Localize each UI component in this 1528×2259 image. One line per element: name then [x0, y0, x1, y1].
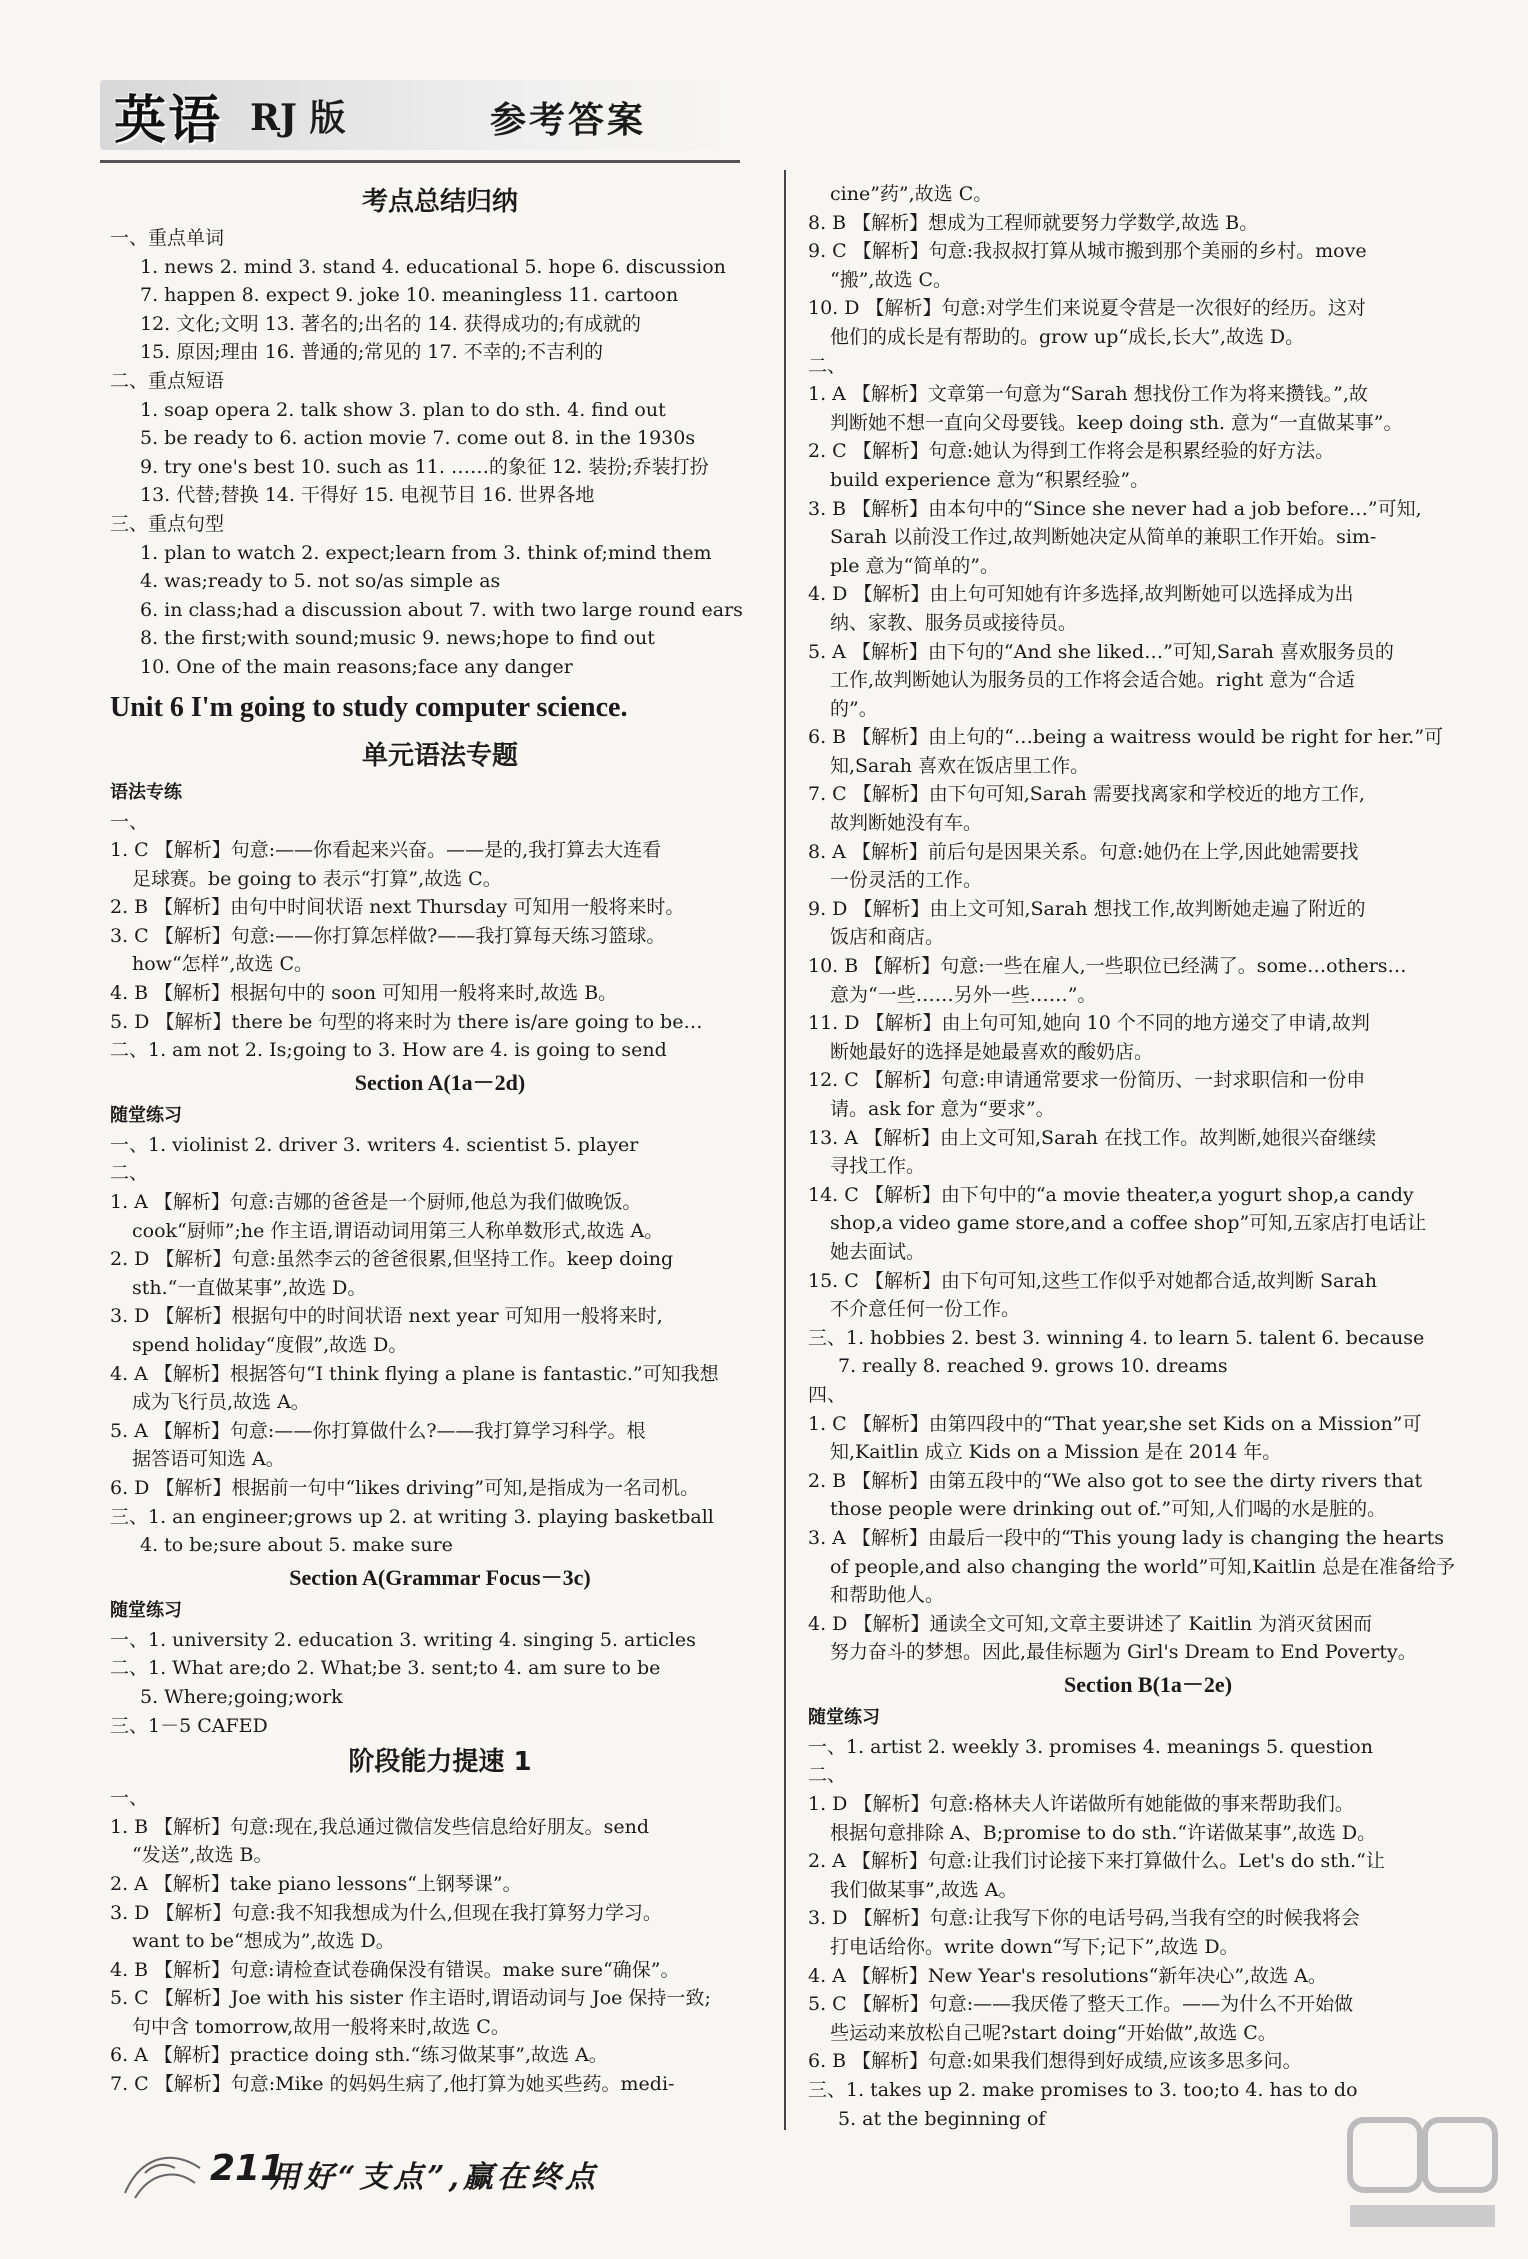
- answer-line: 她去面试。: [830, 1240, 926, 1263]
- answer-line: 10. D 【解析】句意:对学生们来说夏令营是一次很好的经历。这对: [808, 297, 1366, 320]
- decorative-swirl-icon: [120, 2138, 210, 2208]
- answer-line: 根据句意排除 A、B;promise to do sth.“许诺做某事”,故选 D。: [830, 1821, 1377, 1844]
- answer-line: 成为飞行员,故选 A。: [132, 1391, 310, 1414]
- answer-line: 些运动来放松自己呢?start doing“开始做”,故选 C。: [830, 2021, 1277, 2044]
- answer-line: 二、: [808, 354, 847, 377]
- answer-line: 2. B 【解析】由句中时间状语 next Thursday 可知用一般将来时。: [110, 896, 685, 919]
- answer-line: 2. A 【解析】句意:让我们讨论接下来打算做什么。Let's do sth.“让: [808, 1850, 1385, 1873]
- answer-line: want to be“想成为”,故选 D。: [132, 1930, 395, 1953]
- answer-line: 判断她不想一直向父母要钱。keep doing sth. 意为“一直做某事”。: [830, 411, 1403, 434]
- answer-line: 1. plan to watch 2. expect;learn from 3. think of;mind them: [140, 541, 712, 564]
- section-heading: 单元语法专题: [361, 740, 518, 771]
- answer-line: 7. C 【解析】句意:Mike 的妈妈生病了,他打算为她买些药。medi-: [110, 2073, 675, 2096]
- answer-line: 1. C 【解析】由第四段中的“That year,she set Kids on a Mission”可: [808, 1412, 1422, 1435]
- answer-line: those people were drinking out of.”可知,人们喝的水是脏的。: [830, 1498, 1387, 1521]
- answer-line: 打电话给你。write down“写下;记下”,故选 D。: [830, 1936, 1239, 1959]
- answer-line: 14. C 【解析】由下句中的“a movie theater,a yogurt shop,a candy: [808, 1183, 1414, 1206]
- answer-line: 4. A 【解析】根据答句“I think flying a plane is fantastic.”可知我想: [110, 1362, 719, 1385]
- answer-line: 三、1. hobbies 2. best 3. winning 4. to learn 5. talent 6. because: [808, 1326, 1425, 1349]
- answer-line: 4. D 【解析】由上句可知她有许多选择,故判断她可以选择成为出: [808, 583, 1354, 606]
- answer-line: 二、1. am not 2. Is;going to 3. How are 4. is going to send: [110, 1039, 667, 1062]
- answer-line: 5. A 【解析】由下句的“And she liked…”可知,Sarah 喜欢服务员的: [808, 640, 1394, 663]
- answer-line: 故判断她没有车。: [830, 812, 983, 835]
- answer-line: 6. D 【解析】根据前一句中“likes driving”可知,是指成为一名司机。: [110, 1476, 700, 1499]
- answer-line: 10. B 【解析】句意:一些在雇人,一些职位已经满了。some…others…: [808, 955, 1407, 978]
- answer-line: of people,and also changing the world”可知,Kaitlin 总是在准备给予: [830, 1555, 1455, 1578]
- answer-line: 5. C 【解析】句意:——我厌倦了整天工作。——为什么不开始做: [808, 1993, 1354, 2016]
- answer-line: 一、: [110, 1787, 149, 1810]
- answer-line: 7. happen 8. expect 9. joke 10. meaningless 11. cartoon: [140, 284, 679, 307]
- answer-line: 6. B 【解析】句意:如果我们想得到好成绩,应该多思多问。: [808, 2050, 1302, 2073]
- answer-line: 6. B 【解析】由上句的“…being a waitress would be right for her.”可: [808, 726, 1444, 749]
- answer-line: 二、重点短语: [110, 369, 225, 392]
- answer-line: 一、: [110, 810, 149, 833]
- answer-line: 9. D 【解析】由上文可知,Sarah 想找工作,故判断她走遍了附近的: [808, 897, 1366, 920]
- answer-line: 2. B 【解析】由第五段中的“We also got to see the dirty rivers that: [808, 1469, 1423, 1492]
- answer-line: 4. B 【解析】句意:请检查试卷确保没有错误。make sure“确保”。: [110, 1958, 680, 1981]
- answer-line: 饭店和商店。: [830, 926, 945, 949]
- answer-line: “搬”,故选 C。: [830, 268, 953, 291]
- answer-line: 3. D 【解析】句意:我不知我想成为什么,但现在我打算努力学习。: [110, 1901, 662, 1924]
- answer-line: 3. B 【解析】由本句中的“Since she never had a job before…”可知,: [808, 497, 1422, 520]
- answer-line: 1. D 【解析】句意:格林夫人许诺做所有她能做的事来帮助我们。: [808, 1793, 1354, 1816]
- answer-line: 知,Sarah 喜欢在饭店里工作。: [830, 754, 1090, 777]
- answer-line: 6. in class;had a discussion about 7. with two large round ears: [140, 598, 743, 621]
- answer-line: 13. 代替;替换 14. 干得好 15. 电视节目 16. 世界各地: [140, 484, 595, 507]
- section-heading: 考点总结归纳: [361, 187, 518, 217]
- answer-line: 意为“一些……另外一些……”。: [830, 983, 1097, 1006]
- answer-line: 8. A 【解析】前后句是因果关系。句意:她仍在上学,因此她需要找: [808, 840, 1359, 863]
- page-header: [100, 70, 740, 163]
- answer-line: 一份灵活的工作。: [830, 869, 983, 892]
- answer-line: 的”。: [830, 697, 878, 720]
- edition-label: RJ 版: [250, 97, 346, 139]
- answer-line: 5. D 【解析】there be 句型的将来时为 there is/are going to be…: [110, 1010, 703, 1033]
- answer-line: 15. C 【解析】由下句可知,这些工作似乎对她都合适,故判断 Sarah: [808, 1269, 1377, 1292]
- answer-line: 据答语可知选 A。: [132, 1448, 285, 1471]
- answer-line: 1. B 【解析】句意:现在,我总通过微信发些信息给好朋友。send: [110, 1815, 650, 1838]
- answer-line: sth.“一直做某事”,故选 D。: [132, 1276, 367, 1299]
- answer-line: 他们的成长是有帮助的。grow up“成长,长大”,故选 D。: [830, 325, 1305, 348]
- answer-line: 1. A 【解析】文章第一句意为“Sarah 想找份工作为将来攒钱。”,故: [808, 383, 1368, 406]
- answer-line: 知,Kaitlin 成立 Kids on a Mission 是在 2014 年。: [830, 1441, 1282, 1464]
- answer-line: 2. A 【解析】take piano lessons“上钢琴课”。: [110, 1872, 522, 1895]
- answer-line: 6. A 【解析】practice doing sth.“练习做某事”,故选 A。: [110, 2044, 608, 2067]
- right-column: [808, 180, 1488, 2133]
- answer-line: 13. A 【解析】由上文可知,Sarah 在找工作。故判断,她很兴奋继续: [808, 1126, 1377, 1149]
- answer-line: 11. D 【解析】由上句可知,她向 10 个不同的地方递交了申请,故判: [808, 1012, 1370, 1035]
- answer-line: 1. news 2. mind 3. stand 4. educational 5. hope 6. discussion: [140, 255, 726, 278]
- answer-line: 15. 原因;理由 16. 普通的;常见的 17. 不幸的;不吉利的: [140, 341, 604, 364]
- answer-line: 5. C 【解析】Joe with his sister 作主语时,谓语动词与 Joe 保持一致;: [110, 1987, 711, 2010]
- answer-line: 5. Where;going;work: [140, 1685, 343, 1708]
- answer-line: how“怎样”,故选 C。: [132, 953, 313, 976]
- answer-line: 一、重点单词: [110, 227, 225, 249]
- answer-line: 二、1. What are;do 2. What;be 3. sent;to 4. am sure to be: [110, 1657, 661, 1680]
- answer-line: 5. be ready to 6. action movie 7. come out 8. in the 1930s: [140, 427, 696, 450]
- answer-line: 5. at the beginning of: [838, 2107, 1046, 2130]
- answer-line: 纳、家教、服务员或接待员。: [830, 611, 1078, 634]
- answer-line: 3. D 【解析】根据句中的时间状语 next year 可知用一般将来时,: [110, 1305, 663, 1328]
- answer-line: 二、: [808, 1764, 847, 1787]
- answer-line: 和帮助他人。: [830, 1584, 945, 1607]
- exercise-label: 随堂练习: [110, 1599, 182, 1621]
- answer-line: shop,a video game store,and a coffee shop”可知,五家店打电话让: [830, 1212, 1427, 1235]
- unit-heading: Unit 6 I'm going to study computer science.: [110, 691, 628, 723]
- answer-line: 三、重点句型: [110, 512, 225, 535]
- answer-line: 足球赛。be going to 表示“打算”,故选 C。: [132, 867, 502, 890]
- answer-line: 9. try one's best 10. such as 11. ……的象征 12. 装扮;乔装打扮: [140, 455, 709, 478]
- answer-line: 4. B 【解析】根据句中的 soon 可知用一般将来时,故选 B。: [110, 982, 618, 1005]
- answer-line: 断她最好的选择是她最喜欢的酸奶店。: [830, 1040, 1154, 1063]
- answer-line: 1. C 【解析】句意:——你看起来兴奋。——是的,我打算去大连看: [110, 839, 662, 862]
- watermark-logo-icon: [1330, 2110, 1510, 2240]
- answer-line: 8. B 【解析】想成为工程师就要努力学数学,故选 B。: [808, 211, 1259, 234]
- answer-line: 7. C 【解析】由下句可知,Sarah 需要找离家和学校近的地方工作,: [808, 783, 1365, 806]
- answer-line: 一、1. violinist 2. driver 3. writers 4. scientist 5. player: [110, 1133, 639, 1156]
- answer-line: Sarah 以前没工作过,故判断她决定从简单的兼职工作开始。sim-: [830, 526, 1377, 549]
- page-footer: [120, 2138, 820, 2208]
- exercise-label: 随堂练习: [808, 1706, 880, 1728]
- answer-line: 句中含 tomorrow,故用一般将来时,故选 C。: [132, 2015, 510, 2038]
- answer-line: 努力奋斗的梦想。因此,最佳标题为 Girl's Dream to End Poverty。: [830, 1641, 1417, 1664]
- answer-line: 4. was;ready to 5. not so/as simple as: [140, 570, 501, 593]
- answer-line: 4. to be;sure about 5. make sure: [140, 1534, 453, 1557]
- answer-line: 9. C 【解析】句意:我叔叔打算从城市搬到那个美丽的乡村。move: [808, 240, 1367, 263]
- answer-line: 5. A 【解析】句意:——你打算做什么?——我打算学习科学。根: [110, 1419, 646, 1442]
- answer-line: 2. D 【解析】句意:虽然李云的爸爸很累,但坚持工作。keep doing: [110, 1248, 674, 1271]
- answer-line: 12. C 【解析】句意:申请通常要求一份简历、一封求职信和一份申: [808, 1069, 1366, 1092]
- page-number: 211: [210, 2148, 286, 2189]
- answer-line: 8. the first;with sound;music 9. news;hope to find out: [140, 627, 655, 650]
- left-column: [110, 180, 770, 2099]
- answer-line: 3. A 【解析】由最后一段中的“This young lady is changing the hearts: [808, 1526, 1445, 1549]
- answer-line: 四、: [808, 1383, 847, 1406]
- subject-title: 英语: [114, 91, 223, 151]
- answer-line: 3. C 【解析】句意:——你打算怎样做?——我打算每天练习篮球。: [110, 924, 666, 947]
- answer-line: 寻找工作。: [830, 1155, 926, 1178]
- answer-line: 三、1. takes up 2. make promises to 3. too;to 4. has to do: [808, 2079, 1358, 2101]
- answer-line: 2. C 【解析】句意:她认为得到工作将会是积累经验的好方法。: [808, 440, 1335, 463]
- exercise-label: 语法专练: [110, 781, 182, 803]
- column-divider: [784, 170, 786, 2130]
- answer-line: 三、1. an engineer;grows up 2. at writing 3. playing basketball: [110, 1505, 714, 1528]
- answer-line: “发送”,故选 B。: [132, 1844, 273, 1867]
- answer-line: 一、1. artist 2. weekly 3. promises 4. meanings 5. question: [808, 1735, 1373, 1758]
- answer-line: build experience 意为“积累经验”。: [830, 468, 1150, 491]
- answer-line: 三、1－5 CAFED: [110, 1714, 268, 1737]
- answer-line: 10. One of the main reasons;face any danger: [140, 655, 573, 678]
- answer-line: 4. D 【解析】通读全文可知,文章主要讲述了 Kaitlin 为消灭贫困而: [808, 1612, 1373, 1635]
- section-subheading: Section A(Grammar Focus－3c): [289, 1564, 591, 1590]
- answer-line: spend holiday“度假”,故选 D。: [132, 1334, 408, 1356]
- answer-line: 1. A 【解析】句意:吉娜的爸爸是一个厨师,他总为我们做晚饭。: [110, 1191, 642, 1214]
- answer-line: 1. soap opera 2. talk show 3. plan to do sth. 4. find out: [140, 398, 666, 421]
- answer-line: 二、: [110, 1162, 149, 1185]
- exercise-label: 随堂练习: [110, 1104, 182, 1126]
- answer-line: 不介意任何一份工作。: [830, 1298, 1021, 1321]
- answer-line: 我们做某事”,故选 A。: [830, 1878, 1018, 1901]
- answer-line: cook“厨师”;he 作主语,谓语动词用第三人称单数形式,故选 A。: [132, 1219, 664, 1242]
- answer-line: 请。ask for 意为“要求”。: [830, 1098, 1055, 1120]
- footer-slogan: 用好“支点”,赢在终点: [270, 2160, 599, 2195]
- answer-line: 4. A 【解析】New Year's resolutions“新年决心”,故选 A。: [808, 1964, 1327, 1987]
- answer-line: 一、1. university 2. education 3. writing 4. singing 5. articles: [110, 1628, 696, 1651]
- answer-line: 工作,故判断她认为服务员的工作将会适合她。right 意为“合适: [830, 669, 1355, 692]
- answer-line: 3. D 【解析】句意:让我写下你的电话号码,当我有空的时候我将会: [808, 1907, 1360, 1930]
- section-subheading: Section B(1a－2e): [1063, 1671, 1233, 1697]
- answer-line: 12. 文化;文明 13. 著名的;出名的 14. 获得成功的;有成就的: [140, 312, 642, 335]
- answer-line: 7. really 8. reached 9. grows 10. dreams: [838, 1355, 1228, 1378]
- answer-title: 参考答案: [490, 99, 647, 141]
- section-heading: 阶段能力提速 1: [348, 1747, 532, 1778]
- section-subheading: Section A(1a－2d): [354, 1069, 526, 1095]
- answer-line: cine”药”,故选 C。: [830, 183, 993, 205]
- answer-line: ple 意为“简单的”。: [830, 554, 999, 577]
